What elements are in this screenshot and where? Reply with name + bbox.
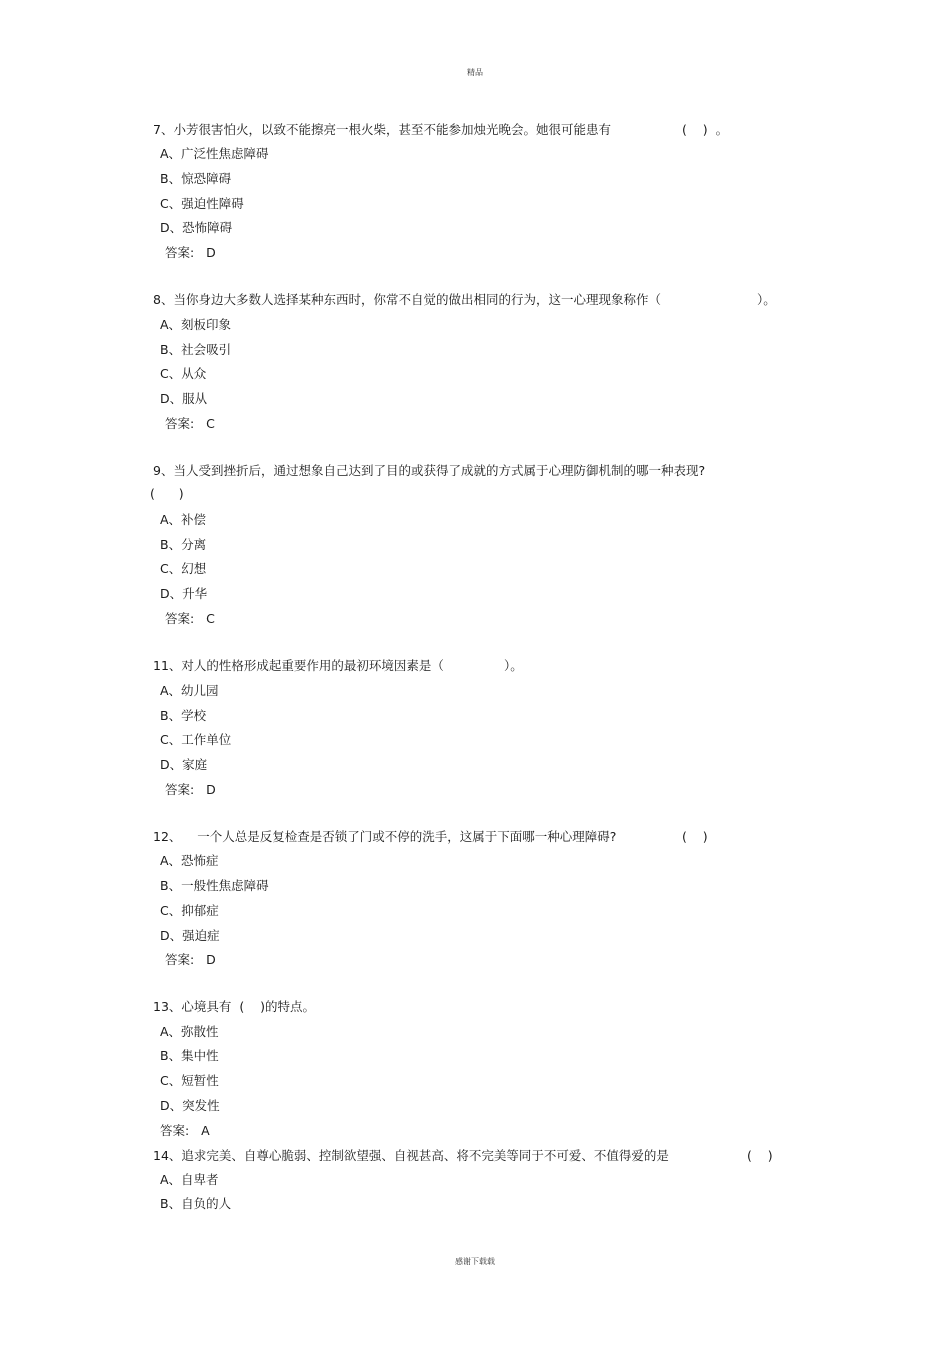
option-a: A、广泛性焦虑障碍	[160, 146, 269, 161]
question-stem: 11、对人的性格形成起重要作用的最初环境因素是（	[153, 658, 444, 673]
option-d: D、服从	[160, 391, 208, 406]
answer-line: 答案: D	[165, 952, 216, 967]
option-b: B、分离	[160, 537, 207, 552]
option-b: B、社会吸引	[160, 342, 232, 357]
option-b: B、集中性	[160, 1048, 219, 1063]
page-footer: 感谢下载载	[455, 1257, 495, 1266]
option-d: D、突发性	[160, 1098, 220, 1113]
answer-paren: ）。	[757, 292, 776, 307]
option-a: A、补偿	[160, 512, 207, 527]
option-c: C、短暂性	[160, 1073, 219, 1088]
option-d: D、家庭	[160, 757, 208, 772]
option-c: C、强迫性障碍	[160, 196, 244, 211]
question-stem: 14、追求完美、自尊心脆弱、控制欲望强、自视甚高、将不完美等同于不可爱、不值得爱的是	[153, 1148, 669, 1163]
option-a: A、刻板印象	[160, 317, 232, 332]
option-b: B、一般性焦虑障碍	[160, 878, 269, 893]
answer-paren: ( )	[150, 486, 184, 501]
option-d: D、强迫症	[160, 928, 220, 943]
option-c: C、幻想	[160, 561, 207, 576]
question-stem: 9、当人受到挫折后，通过想象自己达到了目的或获得了成就的方式属于心理防御机制的哪一种表现?	[153, 463, 706, 478]
question-stem: 13、心境具有 ( )的特点。	[153, 999, 315, 1014]
answer-line: 答案: D	[165, 782, 216, 797]
answer-paren: ( )	[682, 829, 708, 844]
option-a: A、幼儿园	[160, 683, 219, 698]
answer-line: 答案: A	[160, 1123, 210, 1138]
option-c: C、抑郁症	[160, 903, 219, 918]
question-stem: 7、小芳很害怕火，以致不能擦亮一根火柴，甚至不能参加烛光晚会。她很可能患有	[153, 122, 611, 137]
option-d: D、恐怖障碍	[160, 220, 233, 235]
answer-paren: ( )	[747, 1148, 773, 1163]
option-b: B、学校	[160, 708, 207, 723]
option-c: C、从众	[160, 366, 207, 381]
option-a: A、恐怖症	[160, 853, 219, 868]
answer-line: 答案: C	[165, 416, 215, 431]
option-a: A、自卑者	[160, 1172, 219, 1187]
option-b: B、自负的人	[160, 1196, 232, 1211]
option-c: C、工作单位	[160, 732, 232, 747]
option-a: A、弥散性	[160, 1024, 219, 1039]
answer-line: 答案: D	[165, 245, 216, 260]
question-stem: 12、 一个人总是反复检查是否锁了门或不停的洗手，这属于下面哪一种心理障碍?	[153, 829, 617, 844]
option-b: B、惊恐障碍	[160, 171, 232, 186]
answer-line: 答案: C	[165, 611, 215, 626]
option-d: D、升华	[160, 586, 208, 601]
answer-paren: ( ) 。	[682, 122, 729, 137]
question-stem: 8、当你身边大多数人选择某种东西时，你常不自觉的做出相同的行为，这一心理现象称作（	[153, 292, 661, 307]
page-header: 精品	[467, 68, 483, 77]
answer-paren: ）。	[504, 658, 523, 673]
